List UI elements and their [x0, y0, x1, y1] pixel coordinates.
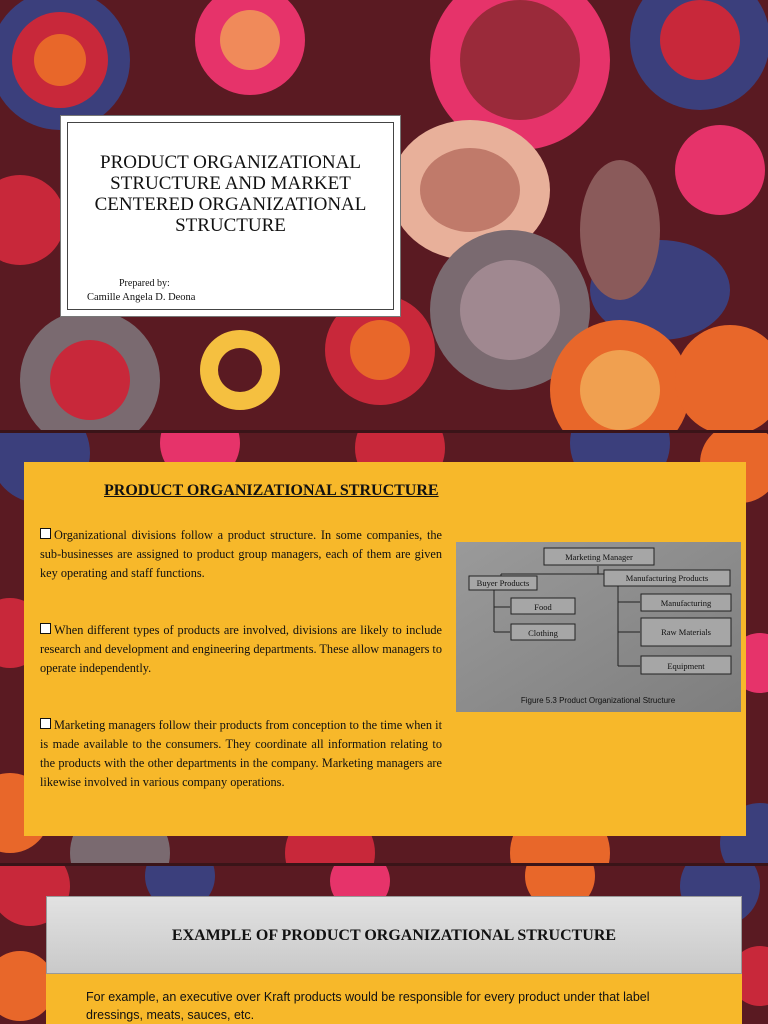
prepared-by-label: Prepared by: [119, 278, 170, 289]
example-header [46, 896, 742, 974]
org-node-label: Clothing [528, 628, 558, 638]
example-title: EXAMPLE OF PRODUCT ORGANIZATIONAL STRUCTURE [171, 927, 617, 944]
title-card [60, 115, 401, 317]
content-panel [24, 462, 746, 836]
checkbox-bullet-icon [40, 528, 51, 539]
bullet-text: When different types of products are involved, divisions are likely to include research and development and engineering departments. These allow managers to operate independently. [40, 623, 443, 675]
org-node-label: Manufacturing [660, 598, 712, 608]
presentation-title: PRODUCT ORGANIZATIONAL STRUCTURE AND MARKET CENTERED ORGANIZATIONAL STRUCTURE [94, 152, 367, 236]
example-slide [0, 866, 768, 1024]
checkbox-bullet-icon [40, 718, 51, 729]
bullet-text: Marketing managers follow their products from conception to the time when it is made available to the consumers. They coordinate all information relating to the products with the other departments in the company. Marketing managers are likewise involved in various company operations. [40, 718, 442, 789]
bullet-item [40, 526, 442, 583]
org-node-label: Equipment [667, 661, 705, 671]
section-title: PRODUCT ORGANIZATIONAL STRUCTURE [104, 482, 439, 499]
author-name: Camille Angela D. Deona [87, 292, 196, 303]
example-content-panel [46, 974, 742, 1024]
example-text [86, 988, 650, 1024]
org-chart-diagram [456, 542, 741, 712]
example-text-line: dressings, meats, sauces, etc. [86, 1008, 255, 1022]
example-text-line: For example, an executive over Kraft products would be responsible for every product under that label [86, 990, 650, 1004]
bullet-text: Organizational divisions follow a product structure. In some companies, the sub-businesses are assigned to product group managers, each of them are given key operating and staff functions. [40, 528, 442, 580]
title-slide [0, 0, 768, 430]
bullet-item [40, 716, 442, 792]
org-branch-label: Buyer Products [476, 578, 530, 588]
org-node-label: Food [534, 602, 552, 612]
product-structure-slide [0, 433, 768, 863]
checkbox-bullet-icon [40, 623, 51, 634]
figure-caption: Figure 5.3 Product Organizational Structure [520, 696, 676, 705]
bullet-item [40, 621, 442, 678]
org-chart-image [456, 542, 741, 712]
org-branch-label: Manufacturing Products [625, 573, 709, 583]
org-node-label: Raw Materials [661, 627, 711, 637]
org-root-label: Marketing Manager [565, 552, 633, 562]
